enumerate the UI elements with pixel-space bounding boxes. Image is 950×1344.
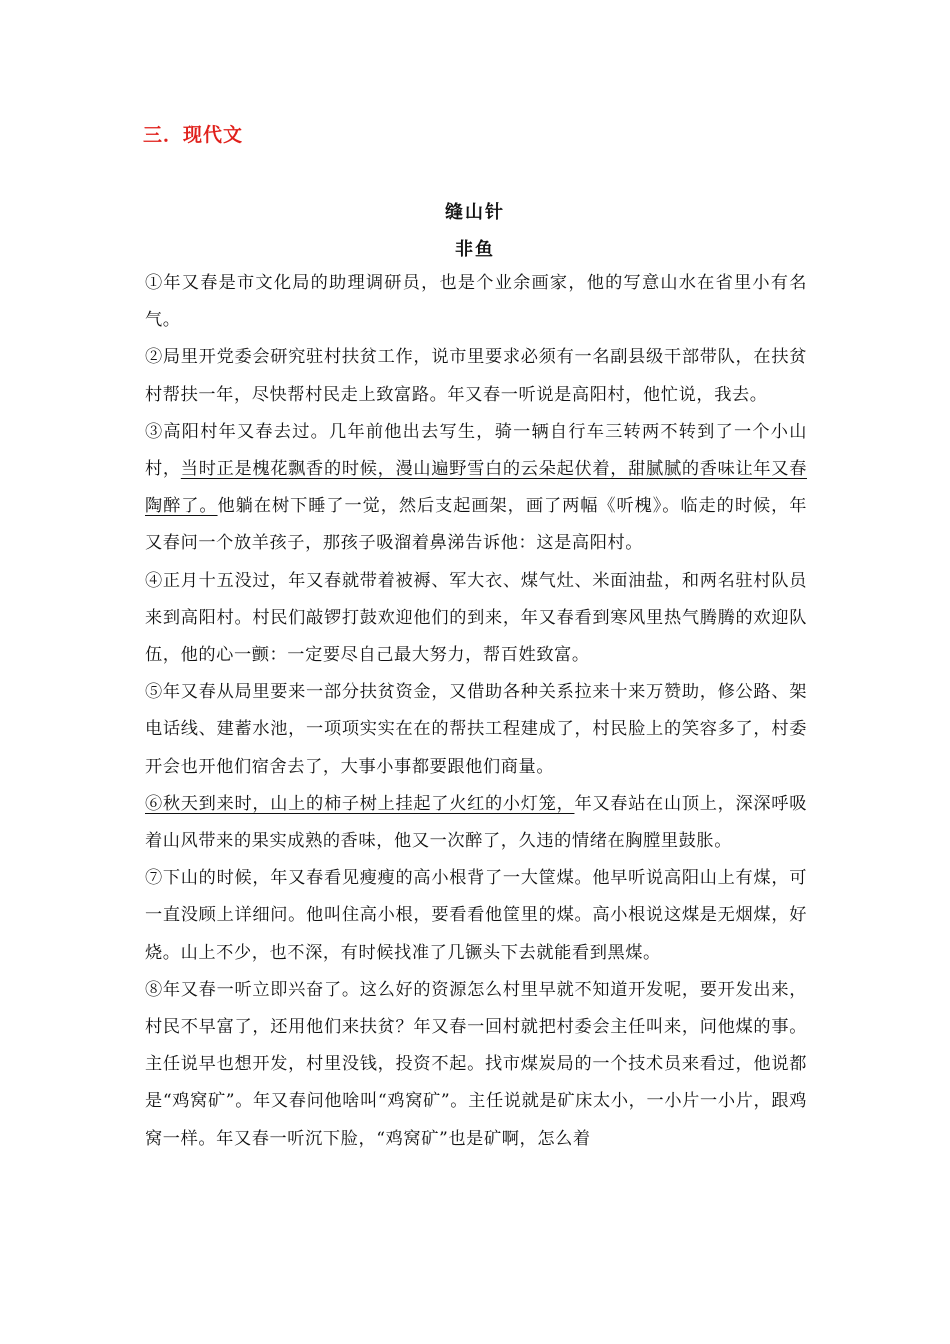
- paragraph-4: ④正月十五没过，年又春就带着被褥、军大衣、煤气灶、米面油盐，和两名驻村队员来到高阳村。村民们敲锣打鼓欢迎他们的到来，年又春看到寒风里热气腾腾的欢迎队伍，他的心一颤：一定要尽自己最大努力，帮百姓致富。: [145, 570, 807, 666]
- paragraph-3-text-before: ③高阳村年又春去过。几年前他出去写生，骑一辆自行车三转两不转到了一个小山村，: [145, 421, 807, 480]
- article-author: 非鱼: [455, 239, 495, 260]
- paragraph-2: ②局里开党委会研究驻村扶贫工作，说市里要求必须有一名副县级干部带队，在扶贫村帮扶一年，尽快帮村民走上致富路。年又春一听说是高阳村，他忙说，我去。: [145, 347, 807, 405]
- article-title: 缝山针: [445, 202, 505, 223]
- paragraph-7: ⑦下山的时候，年又春看见瘦瘦的高小根背了一大筐煤。他早听说高阳山上有煤，可一直没顾上详细问。他叫住高小根，要看看他筐里的煤。高小根说这煤是无烟煤，好烧。山上不少，也不深，有时候找准了几镢头下去就能看到黑煤。: [145, 868, 807, 963]
- paragraph-6-underlined-sentence: ⑥秋天到来时，山上的柿子树上挂起了火红的小灯笼，: [145, 793, 575, 814]
- paragraph-3-text-after: 他躺在树下睡了一觉，然后支起画架，画了两幅《听槐》。临走的时候，年又春问一个放羊孩子，那孩子吸溜着鼻涕告诉他：这是高阳村。: [145, 496, 808, 554]
- paragraph-3-underlined-sentence: 当时正是槐花飘香的时候，漫山遍野雪白的云朵起伏着，甜腻腻的香味让年又春陶醉了。: [145, 459, 807, 517]
- paragraph-3: [145, 414, 807, 563]
- paragraph-6: [145, 786, 807, 860]
- paragraph-1: ①年又春是市文化局的助理调研员，也是个业余画家，他的写意山水在省里小有名气。: [145, 273, 807, 331]
- paragraph-5: ⑤年又春从局里要来一部分扶贫资金，又借助各种关系拉来十来万赞助，修公路、架电话线、建蓄水池，一项项实实在在的帮扶工程建成了，村民脸上的笑容多了，村委开会也开他们宿舍去了，大事小事都要跟他们商量。: [145, 682, 807, 777]
- paragraph-8: ⑧年又春一听立即兴奋了。这么好的资源怎么村里早就不知道开发呢，要开发出来，村民不早富了，还用他们来扶贫？年又春一回村就把村委会主任叫来，问他煤的事。主任说早也想开发，村里没钱，投资不起。找市煤炭局的一个技术员来看过，他说都是“鸡窝矿”。年又春问他啥叫“鸡窝矿”。主任说就是矿床太小，一小片一小片，跟鸡窝一样。年又春一听沉下脸，“鸡窝矿”也是矿啊，怎么着: [145, 979, 807, 1149]
- paragraph-6-text-after: 年又春站在山顶上，深深呼吸着山风带来的果实成熟的香味，他又一次醉了，久违的情绪在胸膛里鼓胀。: [145, 793, 807, 852]
- section-heading: 三．现代文: [143, 124, 244, 146]
- article-body: [145, 265, 807, 1158]
